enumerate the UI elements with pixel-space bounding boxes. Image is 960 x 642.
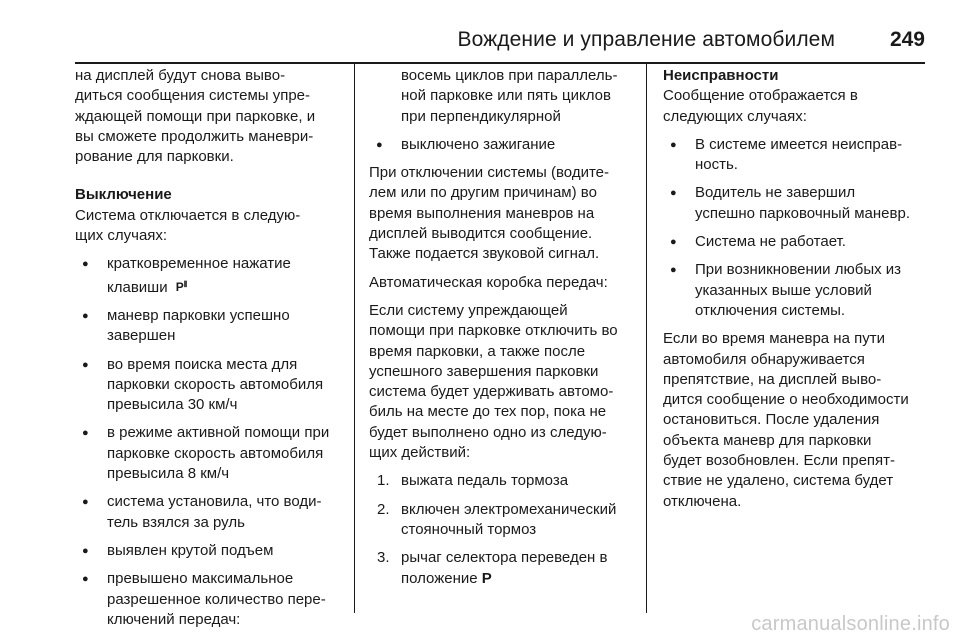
list-item: ● во время поиска места для парковки скорость автомобиля превысила 30 км/ч <box>75 355 347 416</box>
list-item: ● кратковременное нажатие клавиши P⦀ <box>75 254 347 298</box>
list-item: ● При возникновении любых из указанных выше условий отключения системы. <box>663 260 928 321</box>
paragraph: Если во время маневра на пути автомобиля обнаруживается препятствие, на дисплей выво- дится сообщение о необходимости остановиться. После удаления объекта маневр для парковки будет возобновлен. Если препят- ствие не удалено, система будет отключена. <box>663 330 909 510</box>
section-heading-faults: Неисправности <box>663 67 779 84</box>
off-conditions-list-cont <box>369 135 632 155</box>
park-assist-icon: P⦀ <box>175 279 188 294</box>
list-item-continuation: восемь циклов при параллель- ной парковке или пять циклов при перпендикулярной <box>401 67 618 125</box>
section-description: Система отключается в следую- щих случаях: <box>75 206 301 245</box>
list-item: ● В системе имеется неисправ- ность. <box>663 135 928 176</box>
list-item: ● выключено зажигание <box>369 135 632 155</box>
off-conditions-list <box>75 254 347 630</box>
header-title: Вождение и управление автомобилем <box>457 28 835 51</box>
list-item: ● превышено максимальное разрешенное количество пере- ключений передач: <box>75 569 347 630</box>
list-item: 3. рычаг селектора переведен в положение P <box>377 549 608 587</box>
list-item: ● в режиме активной помощи при парковке скорость автомобиля превысила 8 км/ч <box>75 423 347 484</box>
paragraph: При отключении системы (водите- лем или по другим причинам) во время выполнения маневров на дисплей выводится сообщение. Также подается звуковой сигнал. <box>369 164 609 263</box>
page-number: 249 <box>889 28 925 51</box>
watermark: carmanualsonline.info <box>751 613 950 635</box>
column-divider <box>646 62 647 613</box>
list-item: ● Система не работает. <box>663 232 928 252</box>
intro-paragraph: на дисплей будут снова выво- диться сообщения системы упре- ждающей помощи при парковке, и вы сможете продолжить маневри- рование для парковки. <box>75 67 316 166</box>
list-item: ● выявлен крутой подъем <box>75 541 347 561</box>
release-actions-list <box>369 471 632 588</box>
list-item: 2. включен электромеханический стояночный тормоз <box>377 500 617 538</box>
paragraph: Если систему упреждающей помощи при парковке отключить во время парковки, а также после успешного завершения парковки система будет удерживать автомо- биль на месте до тех пор, пока не будет выполнено одно из следую- щих действий: <box>369 301 618 462</box>
section-heading-off: Выключение <box>75 186 172 204</box>
column-divider <box>354 62 355 613</box>
column-3 <box>663 66 928 512</box>
list-item: ● Водитель не завершил успешно парковочный маневр. <box>663 183 928 224</box>
section-description: Сообщение отображается в следующих случаях: <box>663 87 858 125</box>
list-item: ● маневр парковки успешно завершен <box>75 306 347 347</box>
column-2 <box>369 66 632 589</box>
list-item: ● система установила, что води- тель взялся за руль <box>75 492 347 533</box>
fault-conditions-list <box>663 135 928 321</box>
page-header <box>75 22 925 64</box>
column-1 <box>75 66 347 630</box>
list-item: 1. выжата педаль тормоза <box>377 472 569 490</box>
paragraph: Автоматическая коробка передач: <box>369 273 608 291</box>
